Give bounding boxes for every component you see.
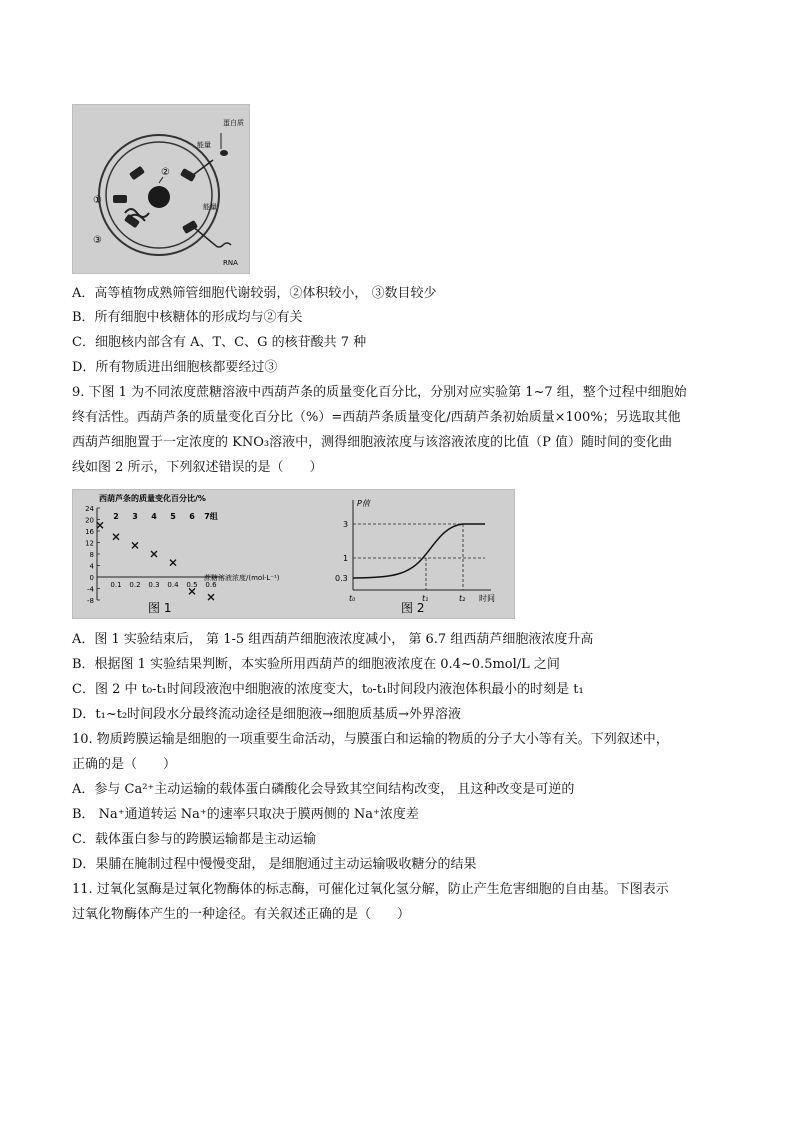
q9-option-a: A．图 1 实验结束后， 第 1-5 组西葫芦细胞液浓度减小， 第 6.7 组西葫芦细胞液浓度升高 xyxy=(72,632,594,647)
fig2-p-curve xyxy=(353,524,485,578)
figure2-line-chart xyxy=(313,490,513,618)
label-circle3: ③ xyxy=(93,235,102,246)
nucleus-diagram xyxy=(73,105,249,273)
fig2-x-tick-t2: t₂ xyxy=(459,594,466,603)
fig1-x-tick: 0.1 xyxy=(110,581,122,589)
fig1-data-point xyxy=(170,560,176,566)
label-circle1: ① xyxy=(93,195,102,206)
q9-stem-line1: 9. 下图 1 为不同浓度蔗糖溶液中西葫芦条的质量变化百分比，分别对应实验第 1~7 组，整个过程中细胞始 xyxy=(72,385,687,400)
fig2-x-tick-t1: t₁ xyxy=(422,594,429,603)
fig1-y-tick: 0 xyxy=(89,574,94,582)
fig1-x-tick: 0.3 xyxy=(148,581,160,589)
fig1-y-tick: 24 xyxy=(85,505,94,513)
fig1-y-tick: -4 xyxy=(87,585,94,594)
fig1-title: 西葫芦条的质量变化百分比/% xyxy=(99,494,206,503)
fig1-data-point xyxy=(113,534,119,540)
q9-option-c: C．图 2 中 t₀-t₁时间段液泡中细胞液的浓度变大，t₀-t₁时间段内液泡体积最小的时刻是 t₁ xyxy=(72,682,584,697)
protein-particle xyxy=(220,150,228,156)
label-protein: 蛋白质 xyxy=(223,119,244,127)
fig1-group-label: 4 xyxy=(151,512,157,521)
fig1-group-label: 3 xyxy=(132,512,138,521)
label-energy2: 能量 xyxy=(203,203,217,211)
q8-option-d: D．所有物质进出细胞核都要经过③ xyxy=(72,360,278,375)
fig1-group-label: 7组 xyxy=(204,512,218,521)
fig1-x-tick: 0.5 xyxy=(186,581,198,589)
figure1-scatter-chart xyxy=(73,490,303,618)
fig1-group-label: 6 xyxy=(189,512,195,521)
fig1-y-tick: 20 xyxy=(85,516,94,525)
fig1-group-label: 2 xyxy=(113,512,119,521)
fig1-x-tick: 0.6 xyxy=(205,581,217,589)
q10-option-c: C．载体蛋白参与的跨膜运输都是主动运输 xyxy=(72,832,316,847)
q9-stem-line2: 终有活性。西葫芦条的质量变化百分比（%）=西葫芦条质量变化/西葫芦条初始质量×100%；另选取其他 xyxy=(72,410,681,425)
q10-stem-line1: 10. 物质跨膜运输是细胞的一项重要生命活动，与膜蛋白和运输的物质的分子大小等有关。下列叙述中， xyxy=(72,732,669,747)
fig1-data-point xyxy=(97,522,103,528)
fig2-x-label: 时间 xyxy=(479,594,495,603)
fig1-x-label: 蔗糖溶液浓度/(mol·L⁻¹) xyxy=(204,574,280,582)
fig2-y-tick-1: 1 xyxy=(343,554,349,563)
q8-option-b: B．所有细胞中核糖体的形成均与②有关 xyxy=(72,310,303,325)
fig1-data-point xyxy=(189,588,195,594)
q9-stem-line4: 线如图 2 所示，下列叙述错误的是（ ） xyxy=(72,460,323,475)
fig2-y-label: P值 xyxy=(357,499,370,508)
rna-strand xyxy=(191,225,231,247)
fig1-y-tick: 8 xyxy=(89,551,94,559)
q10-stem-line2: 正确的是（ ） xyxy=(72,757,177,772)
label-energy1: 能量 xyxy=(197,141,211,149)
label-rna: RNA xyxy=(223,259,238,267)
q11-stem-line2: 过氧化物酶体产生的一种途径。有关叙述正确的是（ ） xyxy=(72,907,411,922)
label-circle2: ② xyxy=(161,167,170,178)
fig1-group-label: 5 xyxy=(170,512,176,521)
q10-option-d: D．果脯在腌制过程中慢慢变甜， 是细胞通过主动运输吸收糖分的结果 xyxy=(72,857,477,872)
nucleus-figure xyxy=(72,104,250,274)
fig1-y-tick: 16 xyxy=(85,528,94,536)
q9-stem-line3: 西葫芦细胞置于一定浓度的 KNO₃溶液中，测得细胞液浓度与该溶液浓度的比值（P 值）随时间的变化曲 xyxy=(72,435,672,450)
fig2-y-tick-3: 3 xyxy=(343,520,349,529)
q9-figure xyxy=(72,489,515,619)
nucleolus xyxy=(148,186,170,208)
q8-option-a: A．高等植物成熟筛管细胞代谢较弱，②体积较小， ③数目较少 xyxy=(72,286,437,301)
q9-option-b: B．根据图 1 实验结果判断，本实验所用西葫芦的细胞液浓度在 0.4~0.5mol/L 之间 xyxy=(72,657,560,672)
q8-option-c: C．细胞核内部含有 A、T、C、G 的核苷酸共 7 种 xyxy=(72,335,367,350)
fig1-data-point xyxy=(151,551,157,557)
fig1-data-point xyxy=(208,594,214,600)
fig2-y-tick-0-3: 0.3 xyxy=(335,574,348,583)
q10-option-a: A．参与 Ca²⁺主动运输的载体蛋白磷酸化会导致其空间结构改变， 且这种改变是可逆的 xyxy=(72,782,575,797)
fig2-x-tick-t0: t₀ xyxy=(349,594,356,603)
q10-option-b: B． Na⁺通道转运 Na⁺的速率只取决于膜两侧的 Na⁺浓度差 xyxy=(72,807,419,822)
fig1-x-tick: 0.2 xyxy=(129,581,141,589)
fig2-caption: 图 2 xyxy=(401,601,425,615)
fig1-y-tick: -8 xyxy=(87,597,94,605)
fig1-caption: 图 1 xyxy=(148,601,172,615)
q11-stem-line1: 11. 过氧化氢酶是过氧化物酶体的标志酶，可催化过氧化氢分解，防止产生危害细胞的自由基。下图表示 xyxy=(72,882,669,897)
fig1-x-tick: 0.4 xyxy=(167,581,179,589)
fig1-data-point xyxy=(132,542,138,548)
fig1-y-tick: 4 xyxy=(89,562,94,571)
fig1-y-tick: 12 xyxy=(85,539,94,548)
q9-option-d: D．t₁~t₂时间段水分最终流动途径是细胞液→细胞质基质→外界溶液 xyxy=(72,707,461,722)
